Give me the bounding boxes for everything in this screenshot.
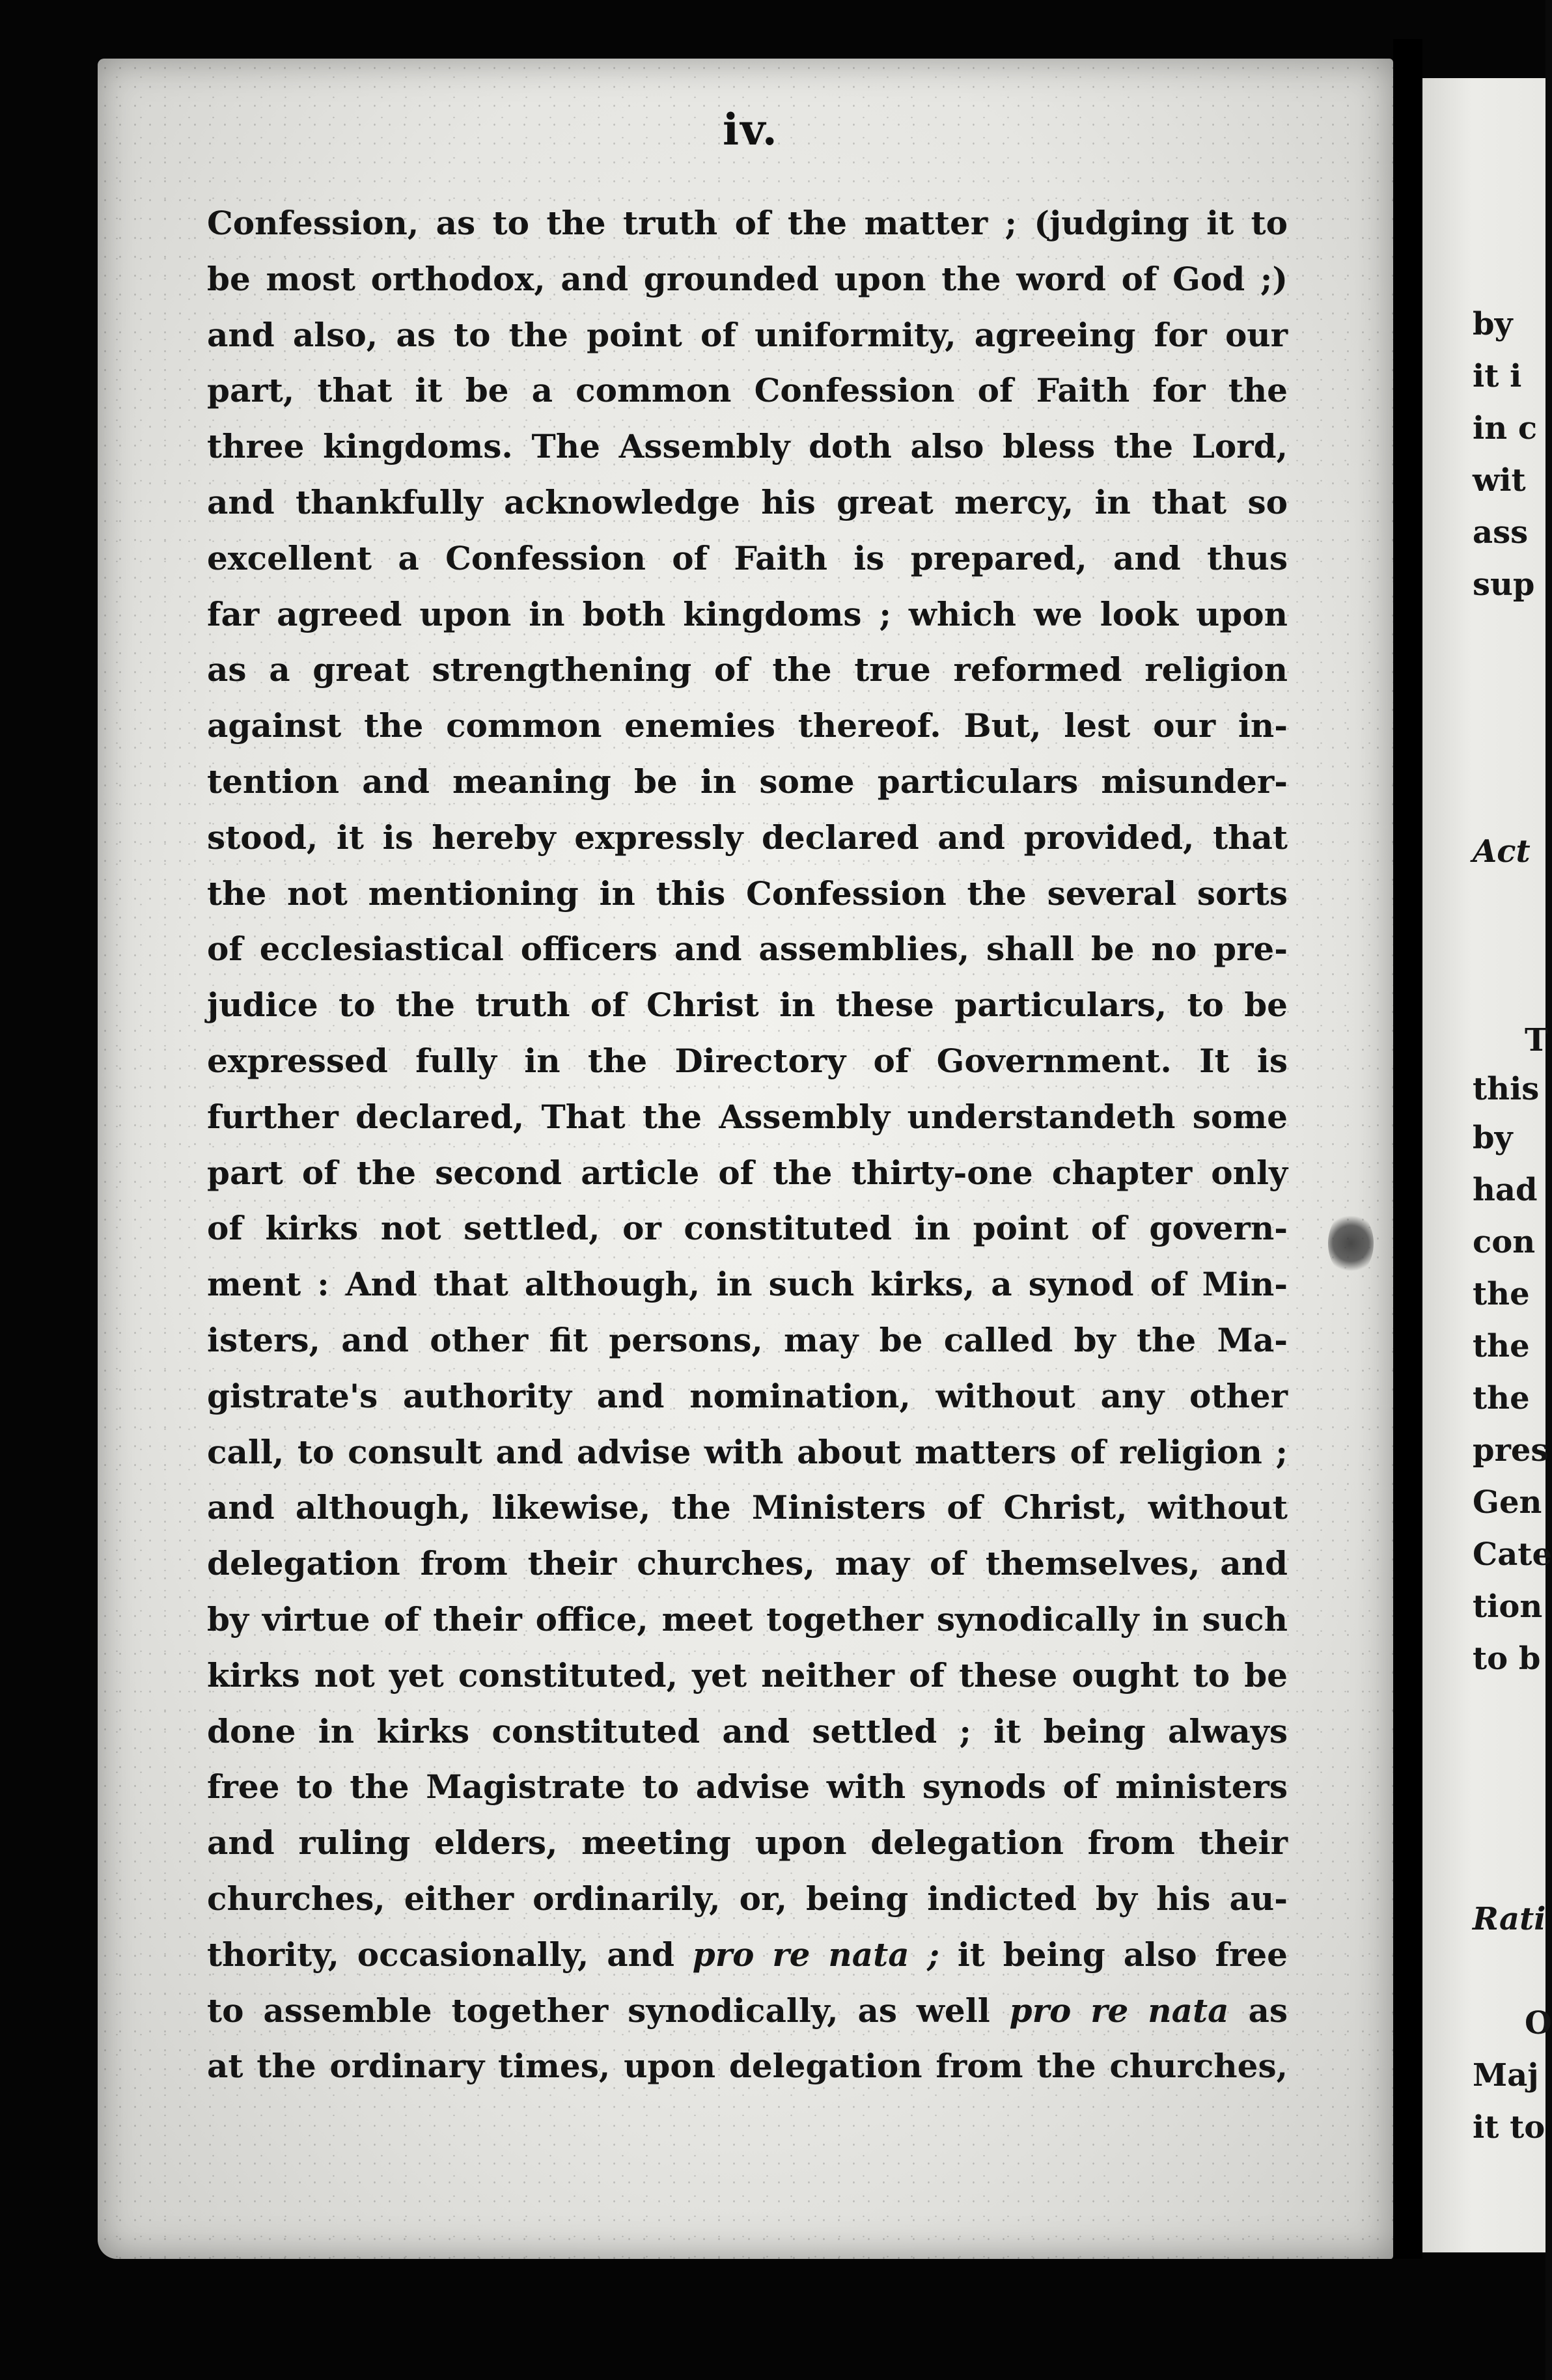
text-line: three kingdoms. The Assembly doth also bless the Lord, [207,427,1288,466]
text-line: the not mentioning in this Confession the several sorts [207,874,1288,913]
text-line-with-italic [207,1983,1288,2039]
text-line: Confession, as to the truth of the matter ; (judging it to [207,204,1288,242]
fragment: the [1473,1328,1530,1364]
book-gutter [1393,39,1422,2259]
text-line: judice to the truth of Christ in these particulars, to be [207,986,1288,1025]
text-line: part, that it be a common Confession of Faith for the [207,371,1288,410]
text-line: stood, it is hereby expressly declared and provided, that [207,818,1288,857]
fragment: con [1473,1224,1536,1260]
fragment: had [1473,1172,1538,1208]
text-line: and although, likewise, the Ministers of Christ, without [207,1488,1288,1527]
fragment: ass [1473,514,1529,551]
text-line: by virtue of their office, meet together synodically in such [207,1599,1288,1639]
text-line: of kirks not settled, or constituted in point of govern- [207,1209,1288,1248]
fragment: by [1473,306,1513,342]
text-line: tention and meaning be in some particulars misunder- [207,762,1288,801]
text-line: further declared, That the Assembly understandeth some [207,1097,1288,1136]
text-line: excellent a Confession of Faith is prepared, and thus [207,538,1288,577]
text-line: and also, as to the point of uniformity, agreeing for our [207,315,1288,354]
fragment: pres [1473,1432,1549,1469]
fragment-heading: Act [1473,833,1531,870]
fragment: this [1473,1071,1540,1107]
fragment: Gen [1473,1484,1542,1521]
text-line: and thankfully acknowledge his great mercy, in that so [207,482,1288,521]
text-line: kirks not yet constituted, yet neither of these ought to be [207,1655,1288,1695]
fragment: wit [1473,462,1526,499]
fragment: tion [1473,1588,1543,1625]
fragment: by [1473,1120,1513,1156]
text-line: churches, either ordinarily, or, being indicted by his au- [207,1879,1288,1918]
fragment: it to [1473,2109,1545,2146]
fragment: O [1525,2005,1552,2041]
fragment: sup [1473,566,1535,603]
text-line: part of the second article of the thirty-one chapter only [207,1153,1288,1192]
fragment: the [1473,1276,1530,1312]
text-line: gistrate's authority and nomination, without any other [207,1376,1288,1415]
text-line: expressed fully in the Directory of Government. It is [207,1041,1288,1080]
text-line: at the ordinary times, upon delegation from the churches, [207,2047,1288,2086]
line-segment: thority, occasionally, and [207,1935,693,1974]
line-segment: to assemble together synodically, as well [207,1991,1010,2030]
text-line: ment : And that although, in such kirks, a synod of Min- [207,1265,1288,1304]
text-line: against the common enemies thereof. But, lest our in- [207,706,1288,745]
line-segment: as [1228,1991,1288,2030]
fragment: to b [1473,1640,1541,1677]
fragment: Cate [1473,1536,1552,1573]
fragment: it i [1473,358,1522,394]
fragment: the [1473,1380,1530,1417]
fragment: T [1525,1022,1548,1059]
fragment-heading: Rati [1473,1901,1546,1937]
text-line: isters, and other fit persons, may be called by the Ma- [207,1320,1288,1359]
text-line: be most orthodox, and grounded upon the word of God ;) [207,259,1288,298]
text-line: as a great strengthening of the true reformed religion [207,650,1288,689]
latin-phrase: pro re nata [1009,1991,1229,2030]
text-line: and ruling elders, meeting upon delegation from their [207,1823,1288,1862]
text-line: call, to consult and advise with about matters of religion ; [207,1432,1288,1471]
text-line: of ecclesiastical officers and assemblies, shall be no pre- [207,930,1288,969]
fragment: Maj [1473,2057,1539,2094]
line-segment: it being also free [939,1935,1288,1974]
text-line: far agreed upon in both kingdoms ; which we look upon [207,594,1288,633]
main-text-block [207,195,1288,2094]
fragment: in c [1473,410,1538,447]
text-line: done in kirks constituted and settled ; it being always [207,1711,1288,1750]
page-number: iv. [723,104,779,155]
text-line: free to the Magistrate to advise with synods of ministers [207,1767,1288,1806]
text-line-with-italic [207,1927,1288,1983]
latin-phrase: pro re nata ; [692,1935,939,1974]
ink-blot [1328,1211,1374,1276]
text-line: delegation from their churches, may of themselves, and [207,1544,1288,1583]
